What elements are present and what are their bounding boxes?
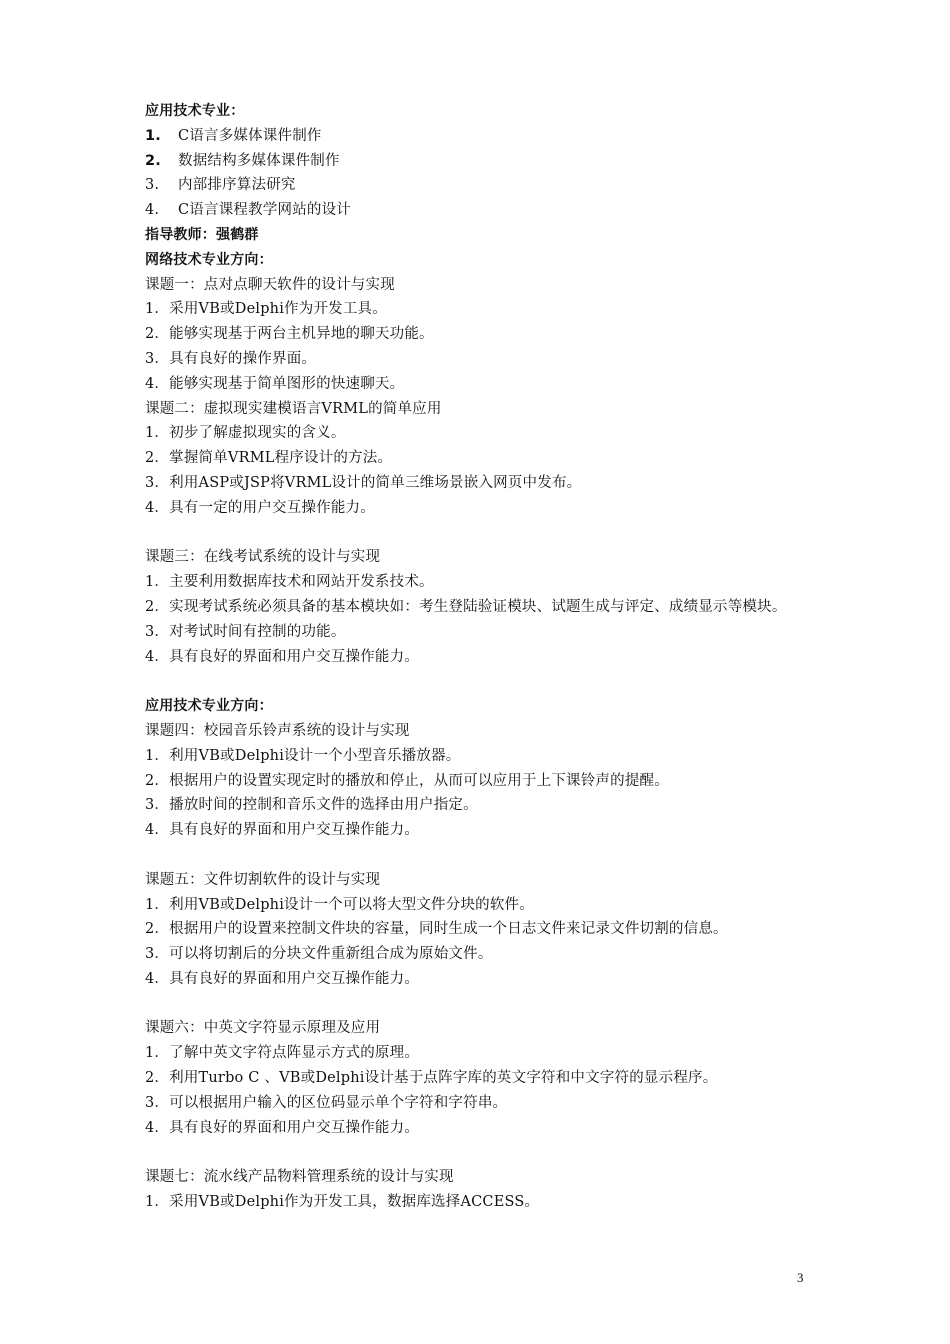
topic-line: 4．具有良好的界面和用户交互操作能力。 <box>145 648 420 665</box>
topic-line: 1．采用VB或Delphi作为开发工具。 <box>145 301 387 318</box>
topic-line: 1．了解中英文字符点阵显示方式的原理。 <box>145 1045 420 1062</box>
list-text: 数据结构多媒体课件制作 <box>178 152 340 169</box>
topic-line: 3．具有良好的操作界面。 <box>145 350 317 367</box>
list-item <box>145 198 815 223</box>
topic-title: 课题四：校园音乐铃声系统的设计与实现 <box>145 722 410 739</box>
blank-line <box>145 521 815 546</box>
topic-title: 课题五：文件切割软件的设计与实现 <box>145 871 381 888</box>
advisor-line: 指导教师：强鹤群 <box>145 226 259 243</box>
list-number: 3. <box>145 177 160 194</box>
topic-title: 课题三：在线考试系统的设计与实现 <box>145 549 381 566</box>
topic-line: 4．具有良好的界面和用户交互操作能力。 <box>145 970 420 987</box>
list-item <box>145 124 815 149</box>
list-text: C语言课程教学网站的设计 <box>178 202 351 219</box>
blank-line <box>145 669 815 694</box>
topic-line: 2．实现考试系统必须具备的基本模块如：考生登陆验证模块、试题生成与评定、成绩显示等模块。 <box>145 598 787 615</box>
list-number: 1. <box>145 127 161 144</box>
section-heading: 应用技术专业： <box>145 103 245 119</box>
topic-line: 2．利用Turbo C 、VB或Delphi设计基于点阵字库的英文字符和中文字符的显示程序。 <box>145 1070 718 1087</box>
list-number: 4. <box>145 202 160 219</box>
section-heading: 网络技术专业方向： <box>145 251 273 268</box>
topic-line: 3．可以根据用户输入的区位码显示单个字符和字符串。 <box>145 1094 508 1111</box>
topic-title: 课题二：虚拟现实建模语言VRML的简单应用 <box>145 400 442 417</box>
topic-line: 1．主要利用数据库技术和网站开发系技术。 <box>145 574 434 591</box>
topic-line: 3．播放时间的控制和音乐文件的选择由用户指定。 <box>145 797 478 814</box>
list-number: 2. <box>145 152 161 169</box>
topic-line: 1．采用VB或Delphi作为开发工具，数据库选择ACCESS。 <box>145 1194 540 1211</box>
list-text: C语言多媒体课件制作 <box>178 127 322 144</box>
topic-line: 3．利用ASP或JSP将VRML设计的简单三维场景嵌入网页中发布。 <box>145 474 582 491</box>
blank-line <box>145 843 815 868</box>
topic-line: 4．能够实现基于简单图形的快速聊天。 <box>145 375 405 392</box>
document-body <box>145 99 815 1215</box>
blank-line <box>145 992 815 1017</box>
blank-line <box>145 1140 815 1165</box>
topic-line: 1．利用VB或Delphi设计一个小型音乐播放器。 <box>145 747 461 764</box>
topic-line: 4．具有良好的界面和用户交互操作能力。 <box>145 1119 420 1136</box>
list-text: 内部排序算法研究 <box>178 177 296 194</box>
topic-line: 1．利用VB或Delphi设计一个可以将大型文件分块的软件。 <box>145 896 534 913</box>
list-item <box>145 173 815 198</box>
topic-line: 2．根据用户的设置实现定时的播放和停止，从而可以应用于上下课铃声的提醒。 <box>145 772 669 789</box>
topic-line: 4．具有良好的界面和用户交互操作能力。 <box>145 822 420 839</box>
topic-line: 3．可以将切割后的分块文件重新组合成为原始文件。 <box>145 946 493 963</box>
list-item <box>145 149 815 174</box>
topic-line: 2．根据用户的设置来控制文件块的容量，同时生成一个日志文件来记录文件切割的信息。 <box>145 921 728 938</box>
topic-title: 课题六：中英文字符显示原理及应用 <box>145 1020 381 1037</box>
topic-line: 3．对考试时间有控制的功能。 <box>145 623 346 640</box>
topic-line: 2．能够实现基于两台主机异地的聊天功能。 <box>145 326 434 343</box>
topic-line: 2．掌握简单VRML程序设计的方法。 <box>145 450 393 467</box>
section-heading: 应用技术专业方向： <box>145 698 273 715</box>
topic-title: 课题七：流水线产品物料管理系统的设计与实现 <box>145 1169 454 1186</box>
page-number: 3 <box>797 1270 804 1285</box>
topic-title: 课题一：点对点聊天软件的设计与实现 <box>145 276 395 293</box>
topic-line: 1．初步了解虚拟现实的含义。 <box>145 425 346 442</box>
topic-line: 4．具有一定的用户交互操作能力。 <box>145 499 375 516</box>
